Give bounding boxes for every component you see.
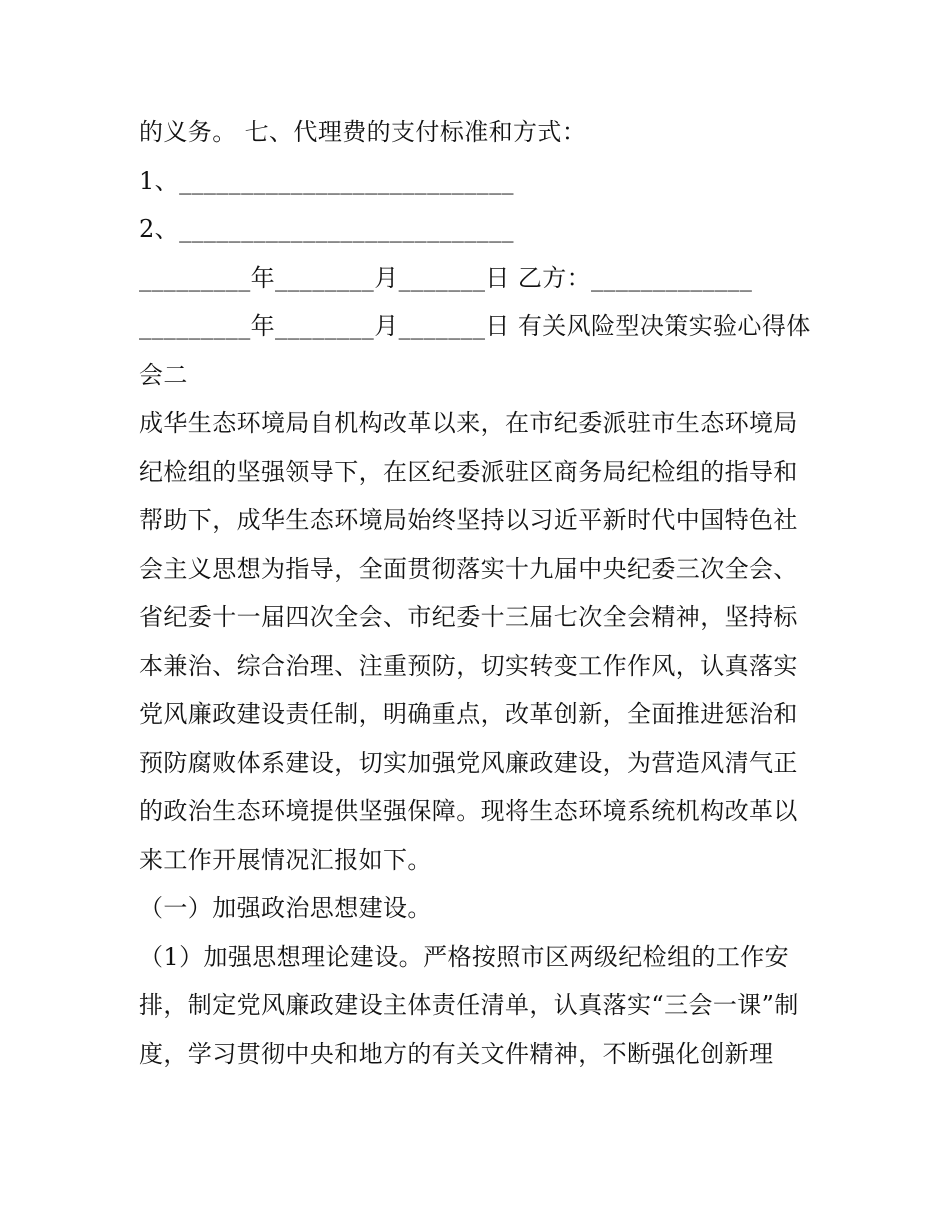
text-line-body: 本兼治、综合治理、注重预防，切实转变工作作风，认真落实 (139, 651, 798, 680)
text-line-fee-item-1: 1、___________________________ (139, 166, 514, 195)
text-line-fee-item-2: 2、___________________________ (139, 215, 514, 243)
text-line-obligation-and-fee-heading: 的义务。 七、代理费的支付标准和方式： (139, 118, 587, 146)
text-line-body: 党风廉政建设责任制，明确重点，改革创新，全面推进惩治和 (139, 700, 798, 728)
text-line-body: （1）加强思想理论建设。严格按照市区两级纪检组的工作安 (139, 942, 790, 971)
text-line-date-and-title: _________年________月_______日 有关风险型决策实验心得体 (139, 312, 811, 340)
text-line-body: 帮助下，成华生态环境局始终坚持以习近平新时代中国特色社 (139, 506, 798, 534)
text-line-body: 的政治生态环境提供坚强保障。现将生态环境系统机构改革以 (139, 797, 798, 825)
text-line-date-party-b: _________年________月_______日 乙方：_____________ (139, 263, 753, 292)
text-line-title-continued: 会二 (139, 360, 188, 389)
text-line-body: 度，学习贯彻中央和地方的有关文件精神，不断强化创新理 (139, 1039, 774, 1068)
text-line-body: 成华生态环境局自机构改革以来，在市纪委派驻市生态环境局 (139, 409, 798, 437)
section-heading-political-ideology: （一）加强政治思想建设。 (139, 894, 432, 922)
text-line-body: 预防腐败体系建设，切实加强党风廉政建设，为营造风清气正 (139, 748, 798, 777)
text-line-body: 排，制定党风廉政建设主体责任清单，认真落实“三会一课”制 (139, 991, 799, 1019)
text-line-body: 来工作开展情况汇报如下。 (139, 845, 432, 874)
document-page (139, 108, 829, 1078)
text-line-body: 省纪委十一届四次全会、市纪委十三届七次全会精神，坚持标 (139, 603, 798, 631)
text-line-body: 纪检组的坚强领导下，在区纪委派驻区商务局纪检组的指导和 (139, 457, 798, 486)
text-line-body: 会主义思想为指导，全面贯彻落实十九届中央纪委三次全会、 (139, 554, 798, 583)
